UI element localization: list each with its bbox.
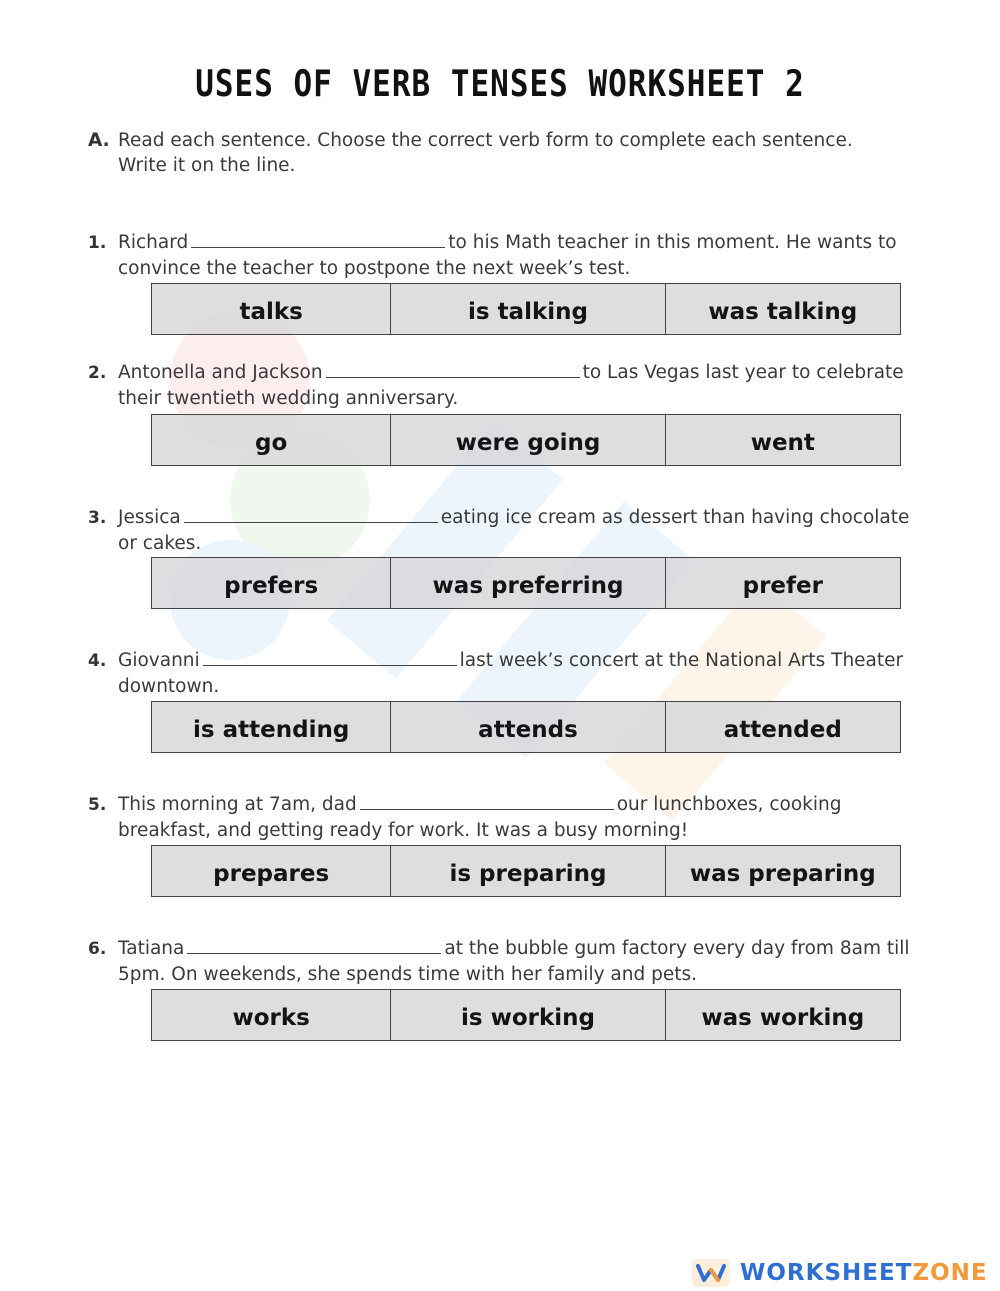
answer-blank[interactable] (203, 649, 457, 666)
question-text-end: to his Math teacher in this moment. He wants to (448, 232, 897, 253)
question-number: 6. (88, 939, 107, 959)
answer-blank[interactable] (184, 506, 438, 523)
question-number: 2. (88, 363, 107, 383)
brand-text-part-1: WORKSHEET (740, 1260, 913, 1286)
question-text-end: our lunchboxes, cooking (616, 794, 842, 815)
options-row-1 (151, 283, 901, 335)
option-3[interactable]: was working (665, 990, 900, 1040)
question-text-line-2: 5pm. On weekends, she spends time with her family and pets. (118, 964, 698, 985)
question-text-start: Tatiana (118, 938, 185, 959)
question-text-line-2: their twentieth wedding anniversary. (118, 388, 459, 409)
question-1 (88, 230, 948, 282)
question-4 (88, 648, 948, 700)
option-2[interactable]: was preferring (390, 558, 664, 608)
options-row-5 (151, 845, 901, 897)
options-row-6 (151, 989, 901, 1041)
answer-blank[interactable] (187, 937, 441, 954)
question-text-end: to Las Vegas last year to celebrate (582, 362, 904, 383)
options-row-2 (151, 414, 901, 466)
option-3[interactable]: went (665, 415, 900, 465)
option-1[interactable]: go (152, 415, 390, 465)
option-1[interactable]: prepares (152, 846, 390, 896)
option-2[interactable]: is working (390, 990, 664, 1040)
option-3[interactable]: was preparing (665, 846, 900, 896)
question-text-end: eating ice cream as dessert than having chocolate (440, 507, 910, 528)
option-1[interactable]: is attending (152, 702, 390, 752)
question-text-line-2: breakfast, and getting ready for work. It was a busy morning! (118, 820, 689, 841)
instruction-line-2: Write it on the line. (118, 155, 296, 176)
option-3[interactable]: prefer (665, 558, 900, 608)
option-1[interactable]: works (152, 990, 390, 1040)
section-label: A. (88, 130, 110, 151)
option-1[interactable]: talks (152, 284, 390, 334)
question-number: 5. (88, 795, 107, 815)
question-number: 4. (88, 651, 107, 671)
question-text-line-2: downtown. (118, 676, 220, 697)
question-number: 1. (88, 233, 107, 253)
question-text-start: This morning at 7am, dad (118, 794, 357, 815)
question-text-start: Richard (118, 232, 189, 253)
question-text-end: at the bubble gum factory every day from 8am till (444, 938, 910, 959)
option-2[interactable]: is talking (390, 284, 664, 334)
question-2 (88, 360, 948, 412)
options-row-3 (151, 557, 901, 609)
w-logo-icon (692, 1259, 730, 1287)
question-text-line-2: convince the teacher to postpone the next week’s test. (118, 258, 631, 279)
option-2[interactable]: attends (390, 702, 664, 752)
answer-blank[interactable] (360, 793, 614, 810)
question-6 (88, 936, 948, 988)
worksheet-title: USES OF VERB TENSES WORKSHEET 2 (195, 62, 805, 106)
question-number: 3. (88, 508, 107, 528)
answer-blank[interactable] (191, 231, 445, 248)
option-3[interactable]: attended (665, 702, 900, 752)
question-5 (88, 792, 948, 844)
question-text-start: Antonella and Jackson (118, 362, 323, 383)
question-text-start: Giovanni (118, 650, 200, 671)
instructions (88, 128, 938, 178)
question-text-line-2: or cakes. (118, 533, 202, 554)
instruction-line-1: Read each sentence. Choose the correct verb form to complete each sentence. (118, 130, 853, 151)
brand-text-part-2: ZONE (912, 1260, 988, 1286)
option-1[interactable]: prefers (152, 558, 390, 608)
option-2[interactable]: were going (390, 415, 664, 465)
question-text-start: Jessica (118, 507, 181, 528)
option-3[interactable]: was talking (665, 284, 900, 334)
question-3 (88, 505, 948, 557)
option-2[interactable]: is preparing (390, 846, 664, 896)
footer-brand[interactable] (692, 1258, 1000, 1288)
question-text-end: last week’s concert at the National Arts Theater (459, 650, 904, 671)
answer-blank[interactable] (326, 361, 580, 378)
options-row-4 (151, 701, 901, 753)
